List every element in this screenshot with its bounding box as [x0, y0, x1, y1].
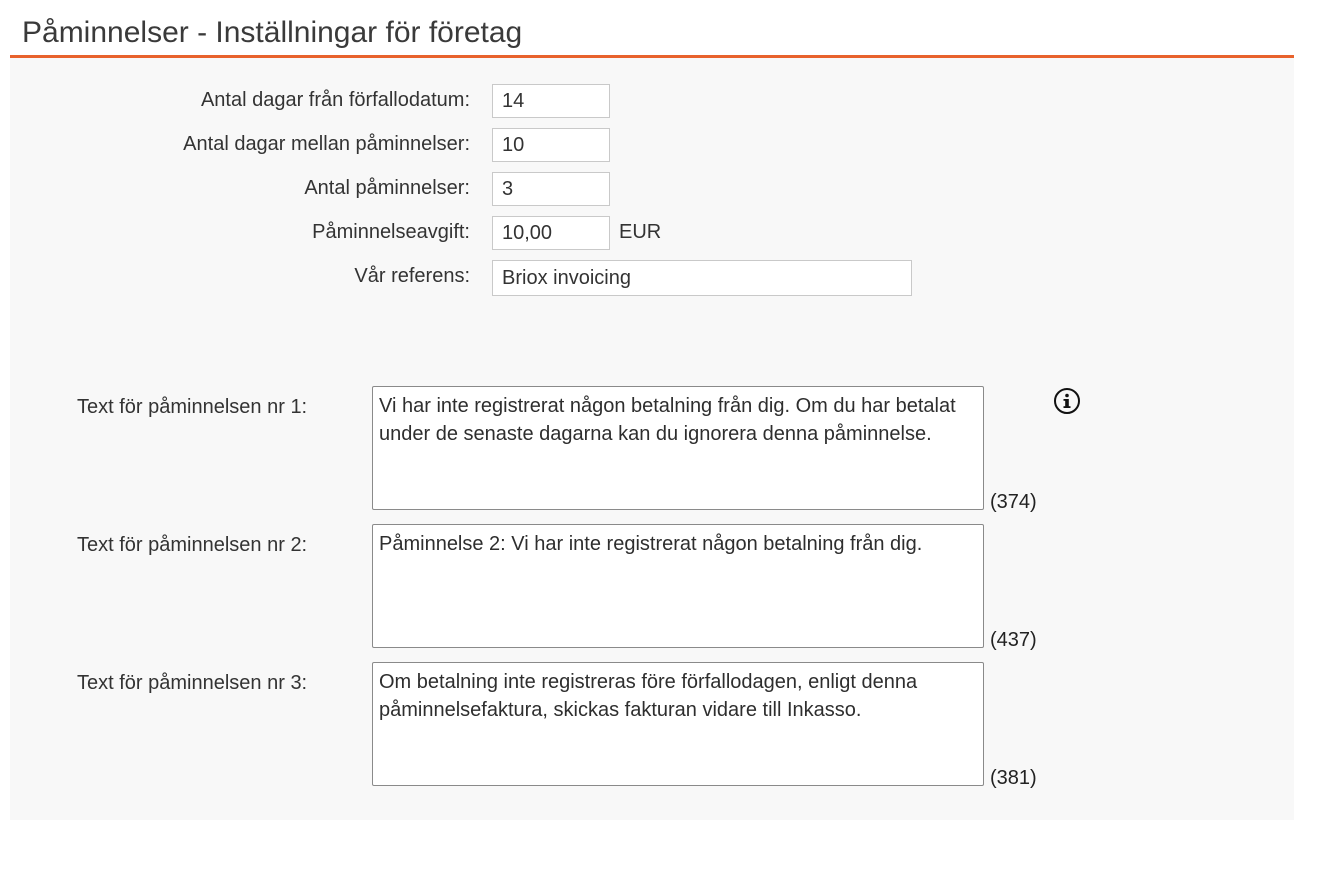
- reminder-1-char-count: (374): [990, 491, 1037, 513]
- info-icon[interactable]: [1053, 387, 1081, 415]
- days-from-due-label: Antal dagar från förfallodatum:: [200, 89, 470, 111]
- reminder-fee-input[interactable]: [492, 216, 610, 250]
- reminder-2-label: Text för påminnelsen nr 2:: [77, 534, 308, 556]
- days-between-input[interactable]: [492, 128, 610, 162]
- reminder-fee-label: Påminnelseavgift:: [312, 221, 470, 243]
- our-reference-label: Vår referens:: [354, 265, 470, 287]
- page-title: Påminnelser - Inställningar för företag: [22, 16, 523, 49]
- reminder-2-textarea[interactable]: [372, 524, 984, 648]
- days-from-due-input[interactable]: [492, 84, 610, 118]
- reminder-1-textarea[interactable]: [372, 386, 984, 510]
- reminder-3-textarea[interactable]: [372, 662, 984, 786]
- reminder-count-label: Antal påminnelser:: [304, 177, 470, 199]
- reminder-2-char-count: (437): [990, 629, 1037, 651]
- our-reference-input[interactable]: [492, 260, 912, 296]
- reminder-count-input[interactable]: [492, 172, 610, 206]
- reminder-1-label: Text för påminnelsen nr 1:: [77, 396, 308, 418]
- currency-label: EUR: [619, 221, 662, 243]
- days-between-label: Antal dagar mellan påminnelser:: [183, 133, 470, 155]
- reminder-3-char-count: (381): [990, 767, 1037, 789]
- reminder-3-label: Text för påminnelsen nr 3:: [77, 672, 308, 694]
